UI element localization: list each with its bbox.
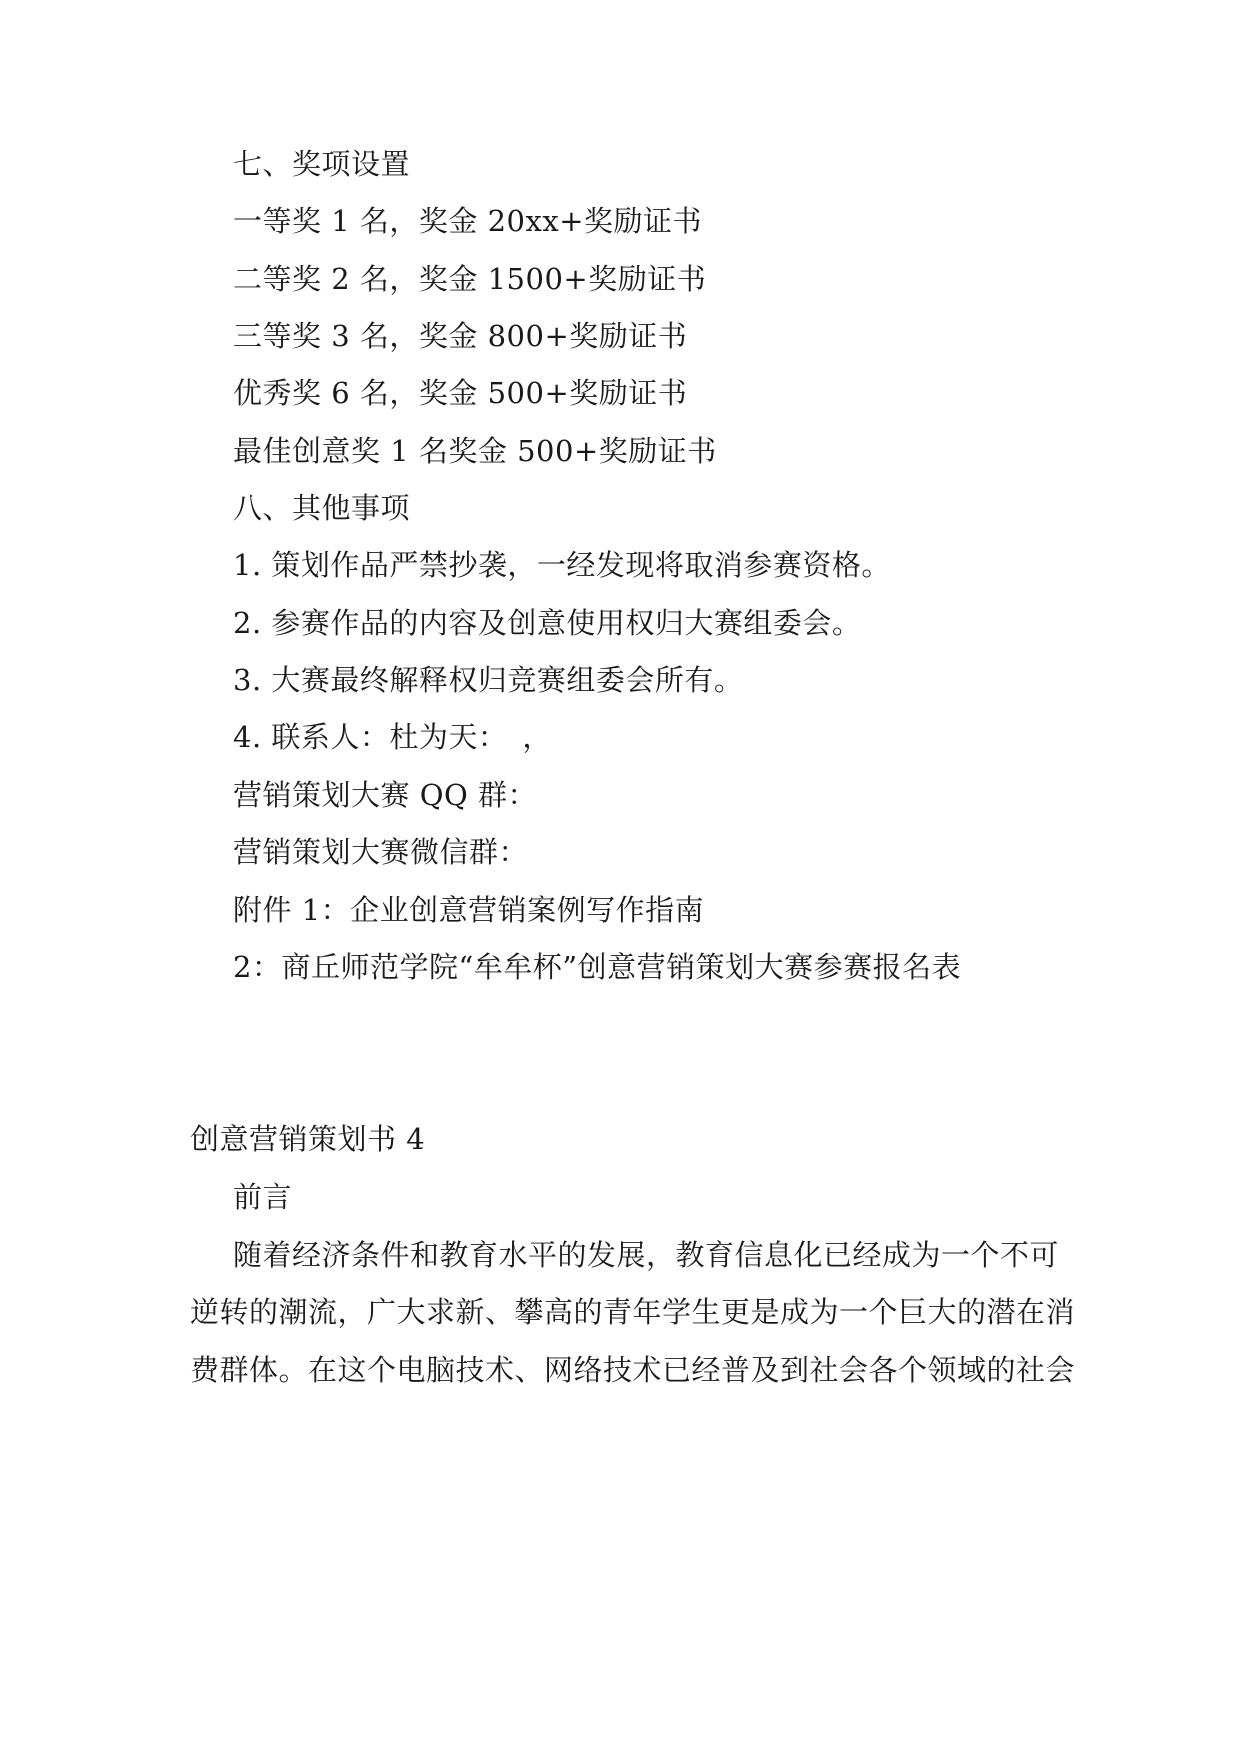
- section-heading-other: 八、其他事项: [233, 491, 411, 525]
- other-item-3: 3. 大赛最终解释权归竞赛组委会所有。: [233, 663, 744, 697]
- other-item-contact: 4. 联系人：杜为天： ，: [233, 720, 552, 754]
- attachment-2: 2：商丘师范学院“牟牟杯”创意营销策划大赛参赛报名表: [233, 950, 962, 984]
- award-line-third: 三等奖 3 名，奖金 800+奖励证书: [233, 319, 688, 353]
- award-line-second: 二等奖 2 名，奖金 1500+奖励证书: [233, 262, 707, 296]
- other-item-wechat-group: 营销策划大赛微信群：: [233, 835, 529, 869]
- paragraph-line-3: 费群体。在这个电脑技术、网络技术已经普及到社会各个领域的社会: [190, 1353, 1076, 1387]
- attachment-1: 附件 1：企业创意营销案例写作指南: [233, 893, 705, 927]
- other-item-qq-group: 营销策划大赛 QQ 群：: [233, 778, 537, 812]
- award-line-excellence: 优秀奖 6 名，奖金 500+奖励证书: [233, 376, 688, 410]
- preface-heading: 前言: [233, 1180, 293, 1214]
- paragraph-line-1: 随着经济条件和教育水平的发展，教育信息化已经成为一个不可: [233, 1238, 1060, 1272]
- other-item-1: 1. 策划作品严禁抄袭，一经发现将取消参赛资格。: [233, 548, 891, 582]
- other-item-2: 2. 参赛作品的内容及创意使用权归大赛组委会。: [233, 606, 862, 640]
- section-heading-awards: 七、奖项设置: [233, 147, 411, 181]
- paragraph-line-2: 逆转的潮流，广大求新、攀高的青年学生更是成为一个巨大的潜在消: [190, 1295, 1076, 1329]
- award-line-first: 一等奖 1 名，奖金 20xx+奖励证书: [233, 204, 703, 238]
- award-line-best-creative: 最佳创意奖 1 名奖金 500+奖励证书: [233, 434, 717, 468]
- doc-title: 创意营销策划书 4: [190, 1122, 426, 1156]
